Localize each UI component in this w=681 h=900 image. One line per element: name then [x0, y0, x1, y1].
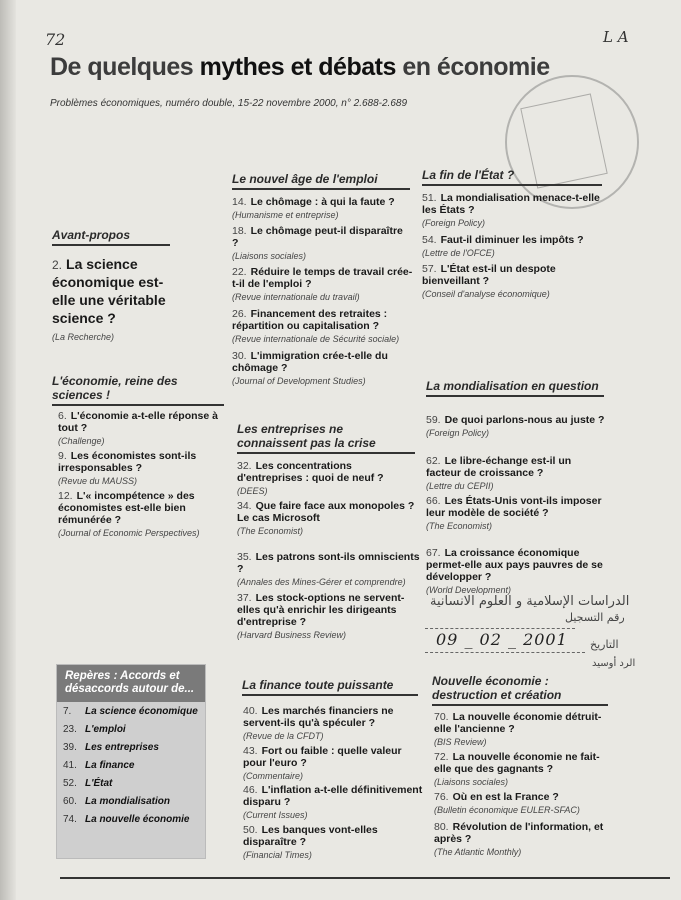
stamp-signature: الرد أوسيد — [592, 658, 636, 669]
reperes-item: 41. La finance — [63, 760, 135, 771]
entry-9: 9. Les économistes sont-ils irresponsables ? (Revue du MAUSS) — [58, 450, 197, 486]
entry-43: 43. Fort ou faible : quelle valeur pour l'euro ? (Commentaire) — [243, 745, 402, 781]
reperes-item: 39. Les entreprises — [63, 742, 159, 753]
section-mondialisation: La mondialisation en question — [426, 379, 604, 397]
reperes-heading: Repères : Accords et désaccords autour de... — [57, 665, 205, 702]
page-title: De quelques mythes et débats en économie — [50, 53, 550, 81]
stamp-arabic-line: التاريخ — [590, 638, 619, 651]
entry-18: 18. Le chômage peut-il disparaître ? (Liaisons sociales) — [232, 225, 403, 261]
reperes-item: 52. L'État — [63, 778, 113, 789]
reperes-item: 60. La mondialisation — [63, 796, 171, 807]
section-nouvel-age-emploi: Le nouvel âge de l'emploi — [232, 172, 410, 190]
subtitle: Problèmes économiques, numéro double, 15-22 novembre 2000, n° 2.688-2.689 — [50, 98, 408, 109]
stamp-arabic-line: رقم التسجيل — [565, 611, 625, 624]
scan-edge — [0, 0, 16, 900]
section-entreprises: Les entreprises ne connaissent pas la crise — [237, 422, 415, 454]
entry-54: 54. Faut-il diminuer les impôts ? (Lettre de l'OFCE) — [422, 234, 584, 258]
registration-date: 09 _ 02 _ 2001 — [436, 630, 568, 649]
entry-34: 34. Que faire face aux monopoles ? Le cas Microsoft (The Economist) — [237, 500, 415, 536]
entry-80: 80. Révolution de l'information, et après ? (The Atlantic Monthly) — [434, 821, 604, 857]
entry-37: 37. Les stock-options ne servent-elles qu'à enrichir les dirigeants d'entreprise ? (Harvard Business Review) — [237, 592, 405, 640]
stamp-dotted-line — [425, 652, 585, 653]
entry-76: 76. Où en est la France ? (Bulletin économique EULER-SFAC) — [434, 791, 580, 815]
entry-51: 51. La mondialisation menace-t-elle les États ? (Foreign Policy) — [422, 192, 600, 228]
entry-32: 32. Les concentrations d'entreprises : quoi de neuf ? (DEES) — [237, 460, 384, 496]
reperes-item: 23. L'emploi — [63, 724, 126, 735]
bottom-rule — [60, 877, 670, 879]
entry-40: 40. Les marchés financiers ne servent-ils qu'à spéculer ? (Revue de la CFDT) — [243, 705, 394, 741]
entry-35: 35. Les patrons sont-ils omniscients ? (Annales des Mines-Gérer et comprendre) — [237, 551, 420, 587]
page-number-handwritten: 72 — [45, 30, 66, 49]
reperes-item: 7. La science économique — [63, 706, 198, 717]
entry-66: 66. Les États-Unis vont-ils imposer leur modèle de société ? (The Economist) — [426, 495, 602, 531]
section-finance: La finance toute puissante — [242, 678, 418, 696]
entry-12: 12. L'« incompétence » des économistes est-elle bien rémunérée ? (Journal of Economic Perspectives) — [58, 490, 200, 538]
entry-50: 50. Les banques vont-elles disparaître ? (Financial Times) — [243, 824, 378, 860]
entry-14: 14. Le chômage : à qui la faute ? (Humanisme et entreprise) — [232, 196, 395, 220]
entry-59: 59. De quoi parlons-nous au juste ? (Foreign Policy) — [426, 414, 605, 438]
entry-46: 46. L'inflation a-t-elle définitivement disparu ? (Current Issues) — [243, 784, 423, 820]
section-economie-reine: L'économie, reine des sciences ! — [52, 374, 224, 406]
entry-57: 57. L'État est-il un despote bienveillant ? (Conseil d'analyse économique) — [422, 263, 556, 299]
entry-72: 72. La nouvelle économie ne fait-elle que des gagnants ? (Liaisons sociales) — [434, 751, 600, 787]
reperes-item: 74. La nouvelle économie — [63, 814, 190, 825]
entry-62: 62. Le libre-échange est-il un facteur de croissance ? (Lettre du CEPII) — [426, 455, 572, 491]
entry-22: 22. Réduire le temps de travail crée-t-il de l'emploi ? (Revue internationale du travail) — [232, 266, 413, 302]
stamp-dotted-line — [425, 628, 575, 629]
section-nouvelle-economie: Nouvelle économie : destruction et création — [432, 674, 608, 706]
stamp-arabic-line: الدراسات الإسلامية و العلوم الانسانية — [430, 594, 630, 609]
reperes-box — [56, 664, 206, 859]
entry-67: 67. La croissance économique permet-elle aux pays pauvres de se développer ? (World Development) — [426, 547, 603, 595]
corner-mark-handwritten: L A — [603, 28, 629, 46]
entry-2: 2. La science économique est-elle une véritable science ? (La Recherche) — [52, 256, 166, 342]
entry-26: 26. Financement des retraites : répartition ou capitalisation ? (Revue internationale de Sécurité sociale) — [232, 308, 400, 344]
section-avant-propos: Avant-propos — [52, 228, 170, 246]
entry-70: 70. La nouvelle économie détruit-elle l'ancienne ? (BIS Review) — [434, 711, 602, 747]
section-fin-etat: La fin de l'État ? — [422, 168, 602, 186]
entry-30: 30. L'immigration crée-t-elle du chômage ? (Journal of Development Studies) — [232, 350, 388, 386]
entry-6: 6. L'économie a-t-elle réponse à tout ? (Challenge) — [58, 410, 218, 446]
